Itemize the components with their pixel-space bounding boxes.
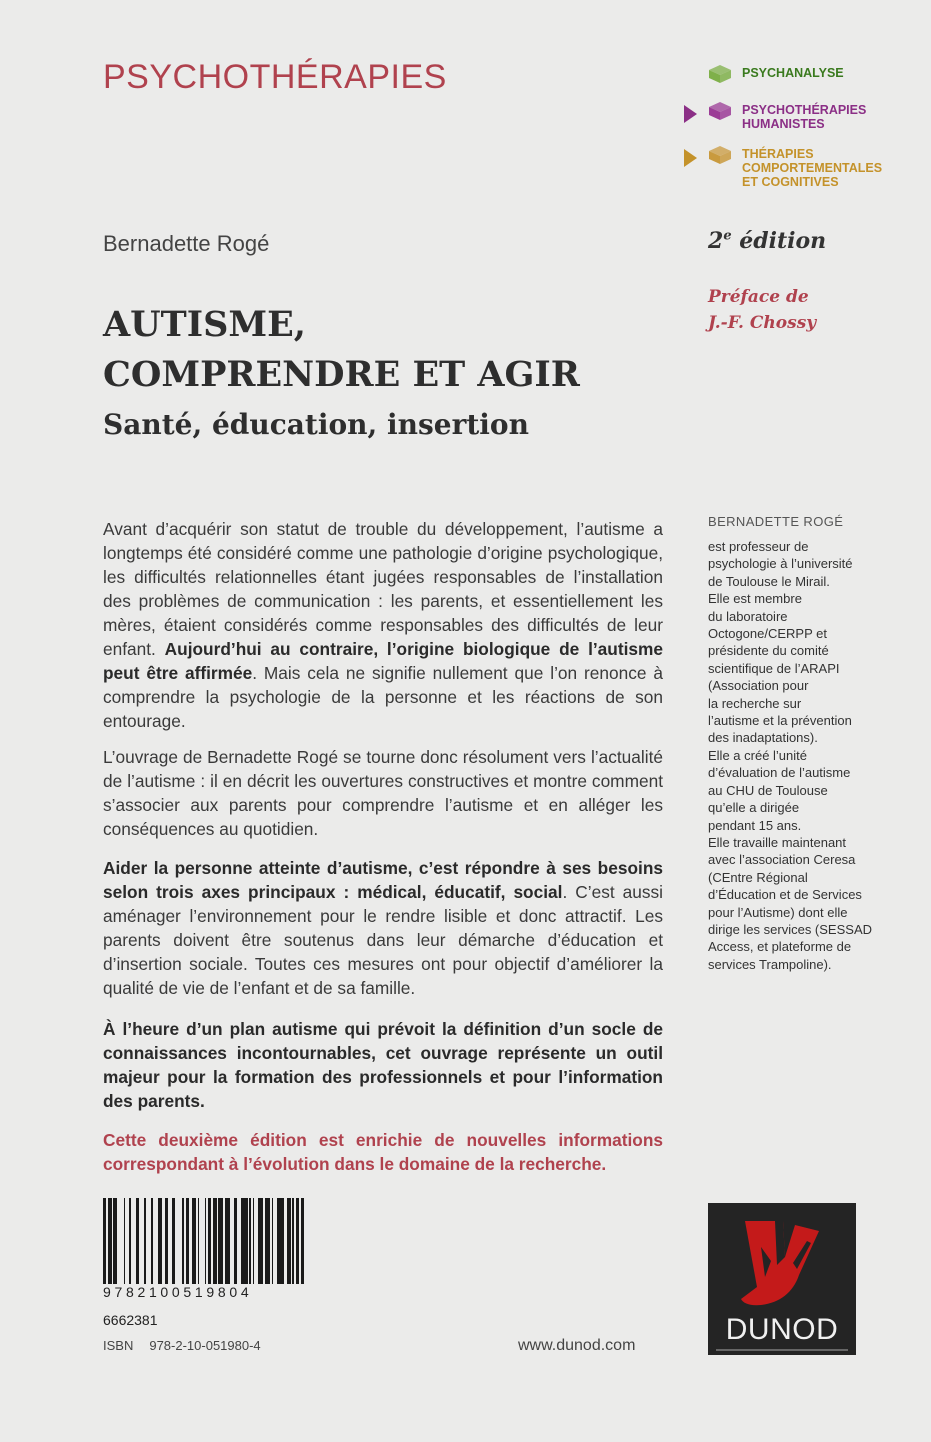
category-cube-icon <box>708 101 732 121</box>
logo-rule <box>716 1349 848 1351</box>
dunod-emblem-icon <box>735 1217 829 1309</box>
bio-text: est professeur de psychologie à l’université de Toulouse le Mirail. Elle est membre du laboratoire Octogone/CERPP et présidente du comité scientifique de l’ARAPI (Association pour la recherche sur l’autisme et la prévention des inadaptations). Elle a créé l’unité d’évaluation de l’autisme au CHU de Toulouse qu’elle a dirigée pendant 15 ans. Elle travaille maintenant avec l’association Ceresa (CEntre Régional d’Éducation et de Services pour l’Autisme) dont elle dirige les services (SESSAD Access, et plateforme de services Trampoline). <box>708 539 872 972</box>
paragraph-1-text-b: . Mais cela ne signifie nullement que l’on renonce à comprendre la psychologie de la personne et les réactions de son entourage. <box>103 663 663 731</box>
author-name: Bernadette Rogé <box>103 231 270 256</box>
edition-number: 2 <box>708 228 724 254</box>
series-title: PSYCHOTHÉRAPIES <box>103 58 447 96</box>
paragraph-3-text: . C’est aussi aménager l’environnement pour le rendre lisible et donc attractif. Les parents doivent être soutenus dans leur démarche d’éducation et d’insertion sociale. Toutes ces mesures ont pour objectif d’améliorer la qualité de vie de l’enfant et de sa famille. <box>103 882 663 998</box>
category-label <box>742 103 866 131</box>
barcode-bar <box>241 1198 248 1284</box>
category-pointer-icon <box>684 149 697 167</box>
barcode-bar <box>301 1198 304 1284</box>
category-label-line: THÉRAPIES <box>742 147 814 161</box>
preface-credit <box>708 284 816 336</box>
category-label-line: HUMANISTES <box>742 117 825 131</box>
publisher-name: DUNOD <box>725 1313 839 1346</box>
paragraph-4: À l’heure d’un plan autisme qui prévoit la définition d’un socle de connaissances incontournables, cet ouvrage représente un outil majeur pour la formation des professionnels et pour l’information des parents. <box>103 1019 663 1111</box>
barcode <box>103 1198 305 1284</box>
paragraph-1 <box>103 517 663 733</box>
preface-label: Préface de <box>708 287 809 307</box>
category-label <box>742 66 844 80</box>
product-code: 6662381 <box>103 1312 158 1328</box>
title-line-1: AUTISME, <box>103 304 306 345</box>
barcode-bar <box>175 1198 182 1284</box>
isbn <box>103 1338 261 1353</box>
book-title <box>103 300 580 400</box>
paragraph-5-highlight: Cette deuxième édition est enrichie de nouvelles informations correspondant à l’évolution dans le domaine de la recherche. <box>103 1130 663 1174</box>
preface-author: J.-F. Chossy <box>708 313 817 333</box>
category-label <box>742 147 882 189</box>
barcode-number: 9782100519804 <box>103 1284 253 1300</box>
publisher-logo <box>708 1203 856 1355</box>
category-pointer-icon <box>684 105 697 123</box>
category-label-line: PSYCHANALYSE <box>742 66 844 80</box>
book-subtitle: Santé, éducation, insertion <box>103 408 529 441</box>
category-cube-icon <box>708 145 732 165</box>
website-link[interactable]: www.dunod.com <box>518 1337 636 1354</box>
paragraph-3 <box>103 856 663 1000</box>
category-label-line: ET COGNITIVES <box>742 175 839 189</box>
paragraph-1-emphasis: Aujourd’hui au contraire, l’origine biologique de l’autisme peut être affirmée <box>103 639 663 683</box>
paragraph-1-text-a: Avant d’acquérir son statut de trouble du développement, l’autisme a longtemps été considéré comme une pathologie d’origine psychologique, les difficultés relationnelles étant jugées responsables de l’installation des problèmes de communication : les parents, et essentiellement les mères, étaient considérés comme responsables des difficultés de leur enfant. <box>103 519 663 659</box>
isbn-label: ISBN <box>103 1338 134 1353</box>
category-label-line: COMPORTEMENTALES <box>742 161 883 175</box>
paragraph-2: L’ouvrage de Bernadette Rogé se tourne donc résolument vers l’actualité de l’autisme : il en décrit les ouvertures constructives et montre comment s’associer aux parents pour comprendre l’autisme et en alléger les conséquences au quotidien. <box>103 747 663 839</box>
barcode-bar <box>277 1198 284 1284</box>
edition-superscript: e <box>723 228 732 244</box>
barcode-bar <box>117 1198 124 1284</box>
category-label-line: PSYCHOTHÉRAPIES <box>742 103 867 117</box>
title-line-2: COMPRENDRE ET AGIR <box>103 354 580 395</box>
category-cube-icon <box>708 64 732 84</box>
bio-heading: BERNADETTE ROGÉ <box>708 514 844 529</box>
paragraph-3-emphasis: Aider la personne atteinte d’autisme, c’est répondre à ses besoins selon trois axes principaux : médical, éducatif, social <box>103 858 663 902</box>
edition-label <box>708 228 826 254</box>
isbn-number: 978-2-10-051980-4 <box>149 1338 261 1353</box>
edition-word: édition <box>731 228 827 254</box>
